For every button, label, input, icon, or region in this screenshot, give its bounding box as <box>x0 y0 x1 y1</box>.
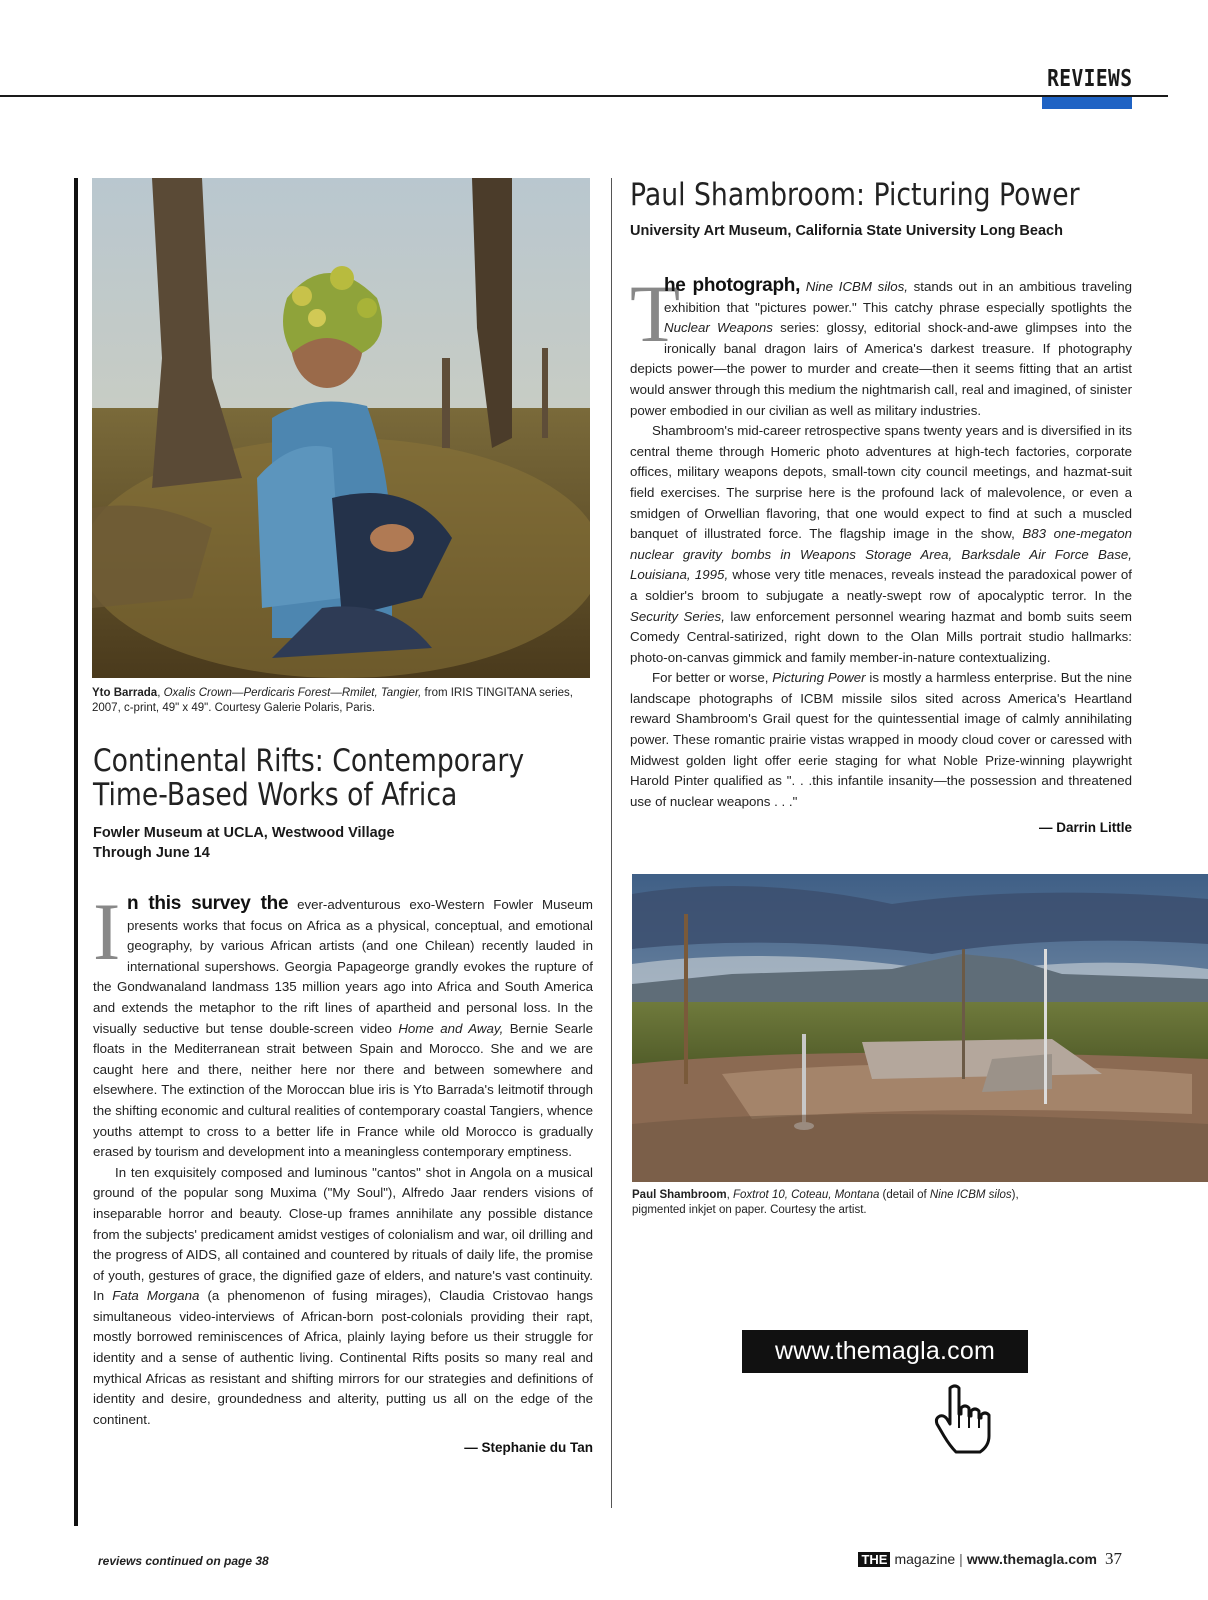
yto-barrada-photo <box>92 178 590 678</box>
footer-brand: THE <box>858 1552 890 1567</box>
section-label: REVIEWS <box>1046 66 1132 92</box>
right-p2-text-a: Shambroom's mid-career retrospective spans twenty years and is diversified in its central theme through Homeric photo adventures at high-tech factories, corporate offices, military weapons depots, small-town city council meetings, and hazmat-suit field exercises. The surprise here is the profound lack of malevolence, or even a smidgen of Orwellian flavoring, that one would expect to find at such a muscled banquet of illustrated force. The flagship image in the show, <box>630 423 1132 542</box>
right-p1-text-a: stands out in an ambitious traveling exhibition that "pictures power." This catchy phrase especially spotlights the <box>664 279 1132 315</box>
right-p1-emphasis-1: Nine ICBM silos, <box>800 279 908 294</box>
left-p2-text: In ten exquisitely composed and luminous "cantos" shot in Angola on a musical ground of the popular song Muxima ("My Soul"), Alfredo Jaar renders visions of inseparable horror and beauty. Close-up frames annihilate any possible distance from the subjects' predicament amidst vestiges of colonialism and war, oil drilling and the progress of AIDS, all contained and countered by rituals of daily life, the promise of youth, gestures of grace, the dignified gaze of elders, and nature's vast continuity. In <box>93 1164 593 1304</box>
right-p3-text-b: is mostly a harmless enterprise. But the nine landscape photographs of ICBM missile silos sited across America's Heartland reward Shambroom's Grail quest for the quintessential image of calmly annihilating power. These romantic prairie vistas wrapped in moody cloud cover or caressed with Midwest golden light offer eerie staging for what Noble Prize-winning playwright Harold Pinter qualified as ". . .this infantile insanity—the possession and threatened use of nuclear weapons . . ." <box>630 670 1132 809</box>
footer-masthead <box>858 1549 1122 1569</box>
right-caption-artist: Paul Shambroom <box>632 1189 727 1201</box>
footer-magazine: magazine <box>894 1551 956 1567</box>
right-byline: — Darrin Little <box>1038 820 1132 836</box>
header-rule <box>0 95 1168 97</box>
section-accent-tab <box>1042 97 1132 109</box>
left-p2-end: (a phenomenon of fusing mirages), Claudia Cristovao hangs simultaneous video-interviews of African-born post-colonials providing their rapt, mostly borrowed reminiscences of Africa, plainly laying before us their struggle for identity and a sense of authentic living. Continental Rifts posits so many real and mythical Africas as resistant and shifting mirrors for our strategies and definitions of identity and desire, groundedness and alterity, putting us all on the edge of the continent. <box>93 1288 594 1427</box>
left-article-body <box>93 886 594 1459</box>
right-caption-series: Nine ICBM silos <box>929 1189 1012 1201</box>
right-p1-emphasis-2: Nuclear Weapons <box>664 320 773 336</box>
left-p1-end: Bernie Searle floats in the Mediterranean strait between Spain and Morocco. She and we are caught here and there, neither here nor there and between somewhere and elsewhere. The extinction of the Moroccan blue iris is Yto Barrada's leitmotif through the shifting economic and cultural realities of contemporary coastal Tangiers, whence youths attempt to cross to a better life in France while old Morocco is gradually erased by tourism and development into a meaningless contemporary emptiness. <box>93 1020 593 1160</box>
left-paragraph-2 <box>93 1163 593 1431</box>
left-title-line1: Continental Rifts: Contemporary <box>93 743 525 779</box>
caption-details: from IRIS TINGITANA series, 2007, c-print, 49" x 49". Courtesy Galerie Polaris, Paris. <box>92 687 573 714</box>
right-article-body <box>630 268 1132 839</box>
left-column-rule <box>74 178 78 1526</box>
right-lead-in: he photograph, <box>664 275 801 296</box>
footer-website-link[interactable]: www.themagla.com <box>966 1551 1097 1567</box>
page-number: 37 <box>1105 1549 1122 1568</box>
left-lead-in: n this survey the <box>127 893 289 914</box>
left-p1-emphasis: Home and Away, <box>398 1020 504 1036</box>
left-venue-line1: Fowler Museum at UCLA, Westwood Village <box>93 825 395 841</box>
right-review-title: Paul Shambroom: Picturing Power <box>630 177 1080 213</box>
right-paragraph-1 <box>630 268 1132 421</box>
footer-separator: | <box>959 1551 963 1567</box>
right-caption-title: Foxtrot 10, Coteau, Montana <box>732 1189 880 1201</box>
website-promo-box[interactable]: www.themagla.com <box>742 1330 1028 1373</box>
right-venue: University Art Museum, California State University Long Beach <box>630 223 1063 239</box>
left-dropcap: I <box>93 886 121 977</box>
right-p2-text-c: law enforcement personnel wearing hazmat and bomb suits seem Comedy Central-satirized, right down to the Olan Mills portrait studio hallmarks: photo-on-canvas gimmick and family member-in-nature contextualizing. <box>630 608 1132 665</box>
left-photo-caption: Yto Barrada, Oxalis Crown—Perdicaris Forest—Rmilet, Tangier, from IRIS TINGITANA series, 2007, c-print, 49" x 49". Courtesy Galerie Polaris, Paris. <box>92 687 573 714</box>
right-caption-mid: (detail of <box>879 1189 930 1201</box>
left-venue-line2: Through June 14 <box>93 845 210 861</box>
right-p2-text-b: whose very title menaces, reveals instead the paradoxical power of a soldier's broom to subjugate a neatly-swept row of apocalyptic terror. In the <box>630 567 1132 603</box>
caption-artist: Yto Barrada <box>92 687 158 699</box>
continued-note: reviews continued on page 38 <box>98 1554 269 1568</box>
right-p2-emphasis-2: Security Series, <box>630 608 725 624</box>
right-p1-text-b: series: glossy, editorial shock-and-awe glimpses into the ironically banal dragon lairs of America's darkest treasure. If photography depicts power—the power to murder and create—then it seems fitting that an artist would answer through this medium the nightmarish call, real and imagined, of sinister power embodied in our civilian as well as military industries. <box>630 320 1132 418</box>
left-title-line2: Time-Based Works of Africa <box>93 777 458 813</box>
left-venue <box>93 823 395 863</box>
right-p3-emphasis: Picturing Power <box>772 670 866 686</box>
right-dropcap: T <box>630 268 681 359</box>
right-p2-emphasis-1: B83 one-megaton nuclear gravity bombs in Weapons Storage Area, Barksdale Air Force Base, Louisiana, 1995, <box>630 526 1132 583</box>
column-divider <box>611 178 612 1508</box>
hand-pointer-icon <box>934 1384 996 1461</box>
left-paragraph-1 <box>93 886 593 1163</box>
left-byline: — Stephanie du Tan <box>464 1440 593 1456</box>
right-paragraph-2 <box>630 421 1132 668</box>
right-photo-caption: Paul Shambroom, Foxtrot 10, Coteau, Montana (detail of Nine ICBM silos), pigmented inkjet on paper. Courtesy the artist. <box>632 1189 1019 1216</box>
right-caption-details: ), pigmented inkjet on paper. Courtesy the artist. <box>632 1189 1019 1216</box>
caption-title: Oxalis Crown—Perdicaris Forest—Rmilet, Tangier, <box>163 687 422 699</box>
left-p2-emphasis: Fata Morgana <box>112 1288 200 1304</box>
left-p1-text: ever-adventurous exo-Western Fowler Museum presents works that focus on Africa as a physical, conceptual, and emotional geography, by various African artists (and one Chilean) recently lauded in international supershows. Georgia Papageorge grandly evokes the rupture of the Gondwanaland landmass 135 million years ago into Africa and South America and extends the metaphor to the rift lines of apartheid and personal loss. In the visually seductive but tense double-screen video <box>93 897 593 1036</box>
right-paragraph-3 <box>630 668 1132 812</box>
right-p3-text-a: For better or worse, <box>652 670 773 686</box>
left-review-title <box>93 744 524 812</box>
silo-photo <box>632 874 1208 1182</box>
